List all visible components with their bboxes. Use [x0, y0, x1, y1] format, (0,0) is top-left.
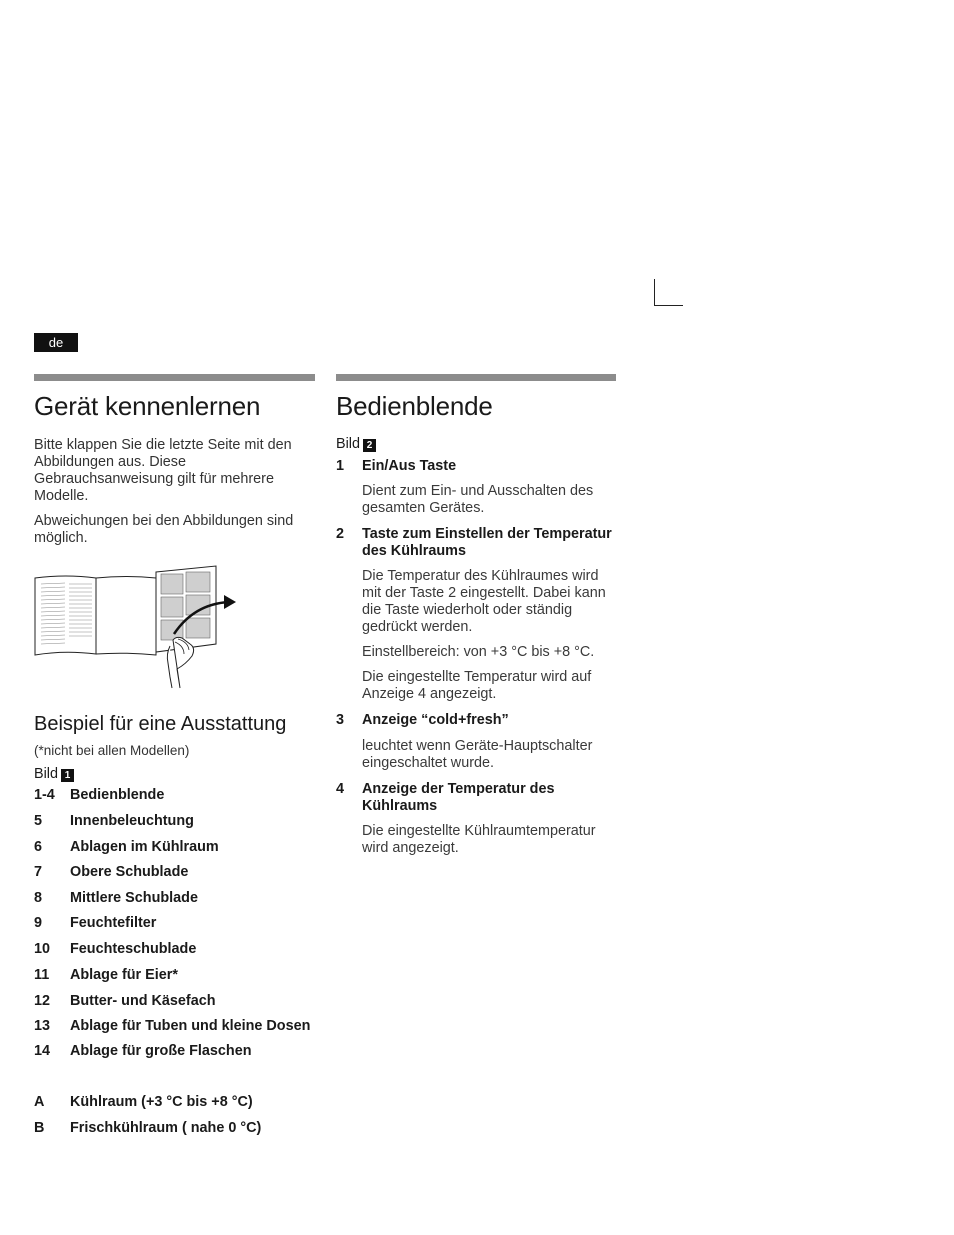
section-title: Bedienblende — [336, 391, 493, 421]
control-description: Die eingestellte Temperatur wird auf Anzeige 4 angezeigt. — [362, 669, 592, 702]
figure-label: Bild — [34, 766, 58, 782]
parts-list — [34, 787, 315, 1060]
list-item: B Frischkühlraum ( nahe 0 °C) — [34, 1120, 262, 1136]
zones-list — [34, 1094, 315, 1137]
list-item: A Kühlraum (+3 °C bis +8 °C) — [34, 1094, 253, 1110]
list-item: 14 Ablage für große Flaschen — [34, 1043, 252, 1059]
intro-paragraph-2: Abweichungen bei den Abbildungen sind möglich. — [34, 513, 294, 546]
list-item: 10 Feuchteschublade — [34, 941, 197, 957]
control-heading: 4 Anzeige der Temperatur des Kühlraums — [336, 781, 555, 814]
list-item: 12 Butter- und Käsefach — [34, 993, 216, 1009]
control-description: leuchtet wenn Geräte-Hauptschalter eingeschaltet wurde. — [362, 738, 593, 771]
control-description: Die eingestellte Kühlraumtemperatur wird angezeigt. — [362, 823, 596, 856]
list-item: 8 Mittlere Schublade — [34, 890, 198, 906]
list-item: 5 Innenbeleuchtung — [34, 813, 194, 829]
crop-mark — [654, 279, 683, 306]
footnote-note: (*nicht bei allen Modellen) — [34, 743, 190, 758]
list-item: 6 Ablagen im Kühlraum — [34, 839, 219, 855]
intro-paragraph: Bitte klappen Sie die letzte Seite mit den Abbildungen aus. Diese Gebrauchsanweisung gilt für mehrere Modelle. — [34, 437, 292, 504]
language-badge: de — [34, 333, 78, 352]
figure-reference — [34, 766, 315, 783]
control-description: Die Temperatur des Kühlraumes wird mit der Taste 2 eingestellt. Dabei kann die Taste wiederholt oder ständig gedrückt werden. — [362, 568, 606, 635]
list-item: 13 Ablage für Tuben und kleine Dosen — [34, 1018, 311, 1034]
control-heading: 1 Ein/Aus Taste — [336, 458, 457, 474]
section-title: Gerät kennenlernen — [34, 391, 261, 421]
control-description: Einstellbereich: von +3 °C bis +8 °C. — [362, 644, 595, 660]
list-item: 7 Obere Schublade — [34, 864, 189, 880]
control-item — [336, 712, 618, 772]
left-column — [34, 374, 315, 1137]
section-rule — [336, 374, 616, 381]
figure-reference — [336, 436, 618, 453]
right-column — [336, 374, 618, 857]
control-heading: 3 Anzeige “cold+fresh” — [336, 712, 509, 728]
list-item: 1-4 Bedienblende — [34, 787, 165, 803]
section-rule — [34, 374, 315, 381]
list-item: 11 Ablage für Eier* — [34, 967, 178, 983]
figure-label: Bild — [336, 436, 360, 452]
control-item — [336, 526, 618, 703]
figure-number: 2 — [363, 439, 376, 452]
control-heading: 2 Taste zum Einstellen der Temperatur des Kühlraums — [336, 526, 612, 559]
control-description: Dient zum Ein- und Ausschalten des gesamten Gerätes. — [362, 483, 594, 516]
control-item — [336, 781, 618, 857]
fold-out-illustration — [34, 564, 315, 694]
figure-number: 1 — [61, 769, 74, 782]
subsection-title: Beispiel für eine Ausstattung — [34, 713, 287, 735]
list-item: 9 Feuchtefilter — [34, 915, 157, 931]
controls-list — [336, 458, 618, 857]
control-item — [336, 458, 618, 517]
